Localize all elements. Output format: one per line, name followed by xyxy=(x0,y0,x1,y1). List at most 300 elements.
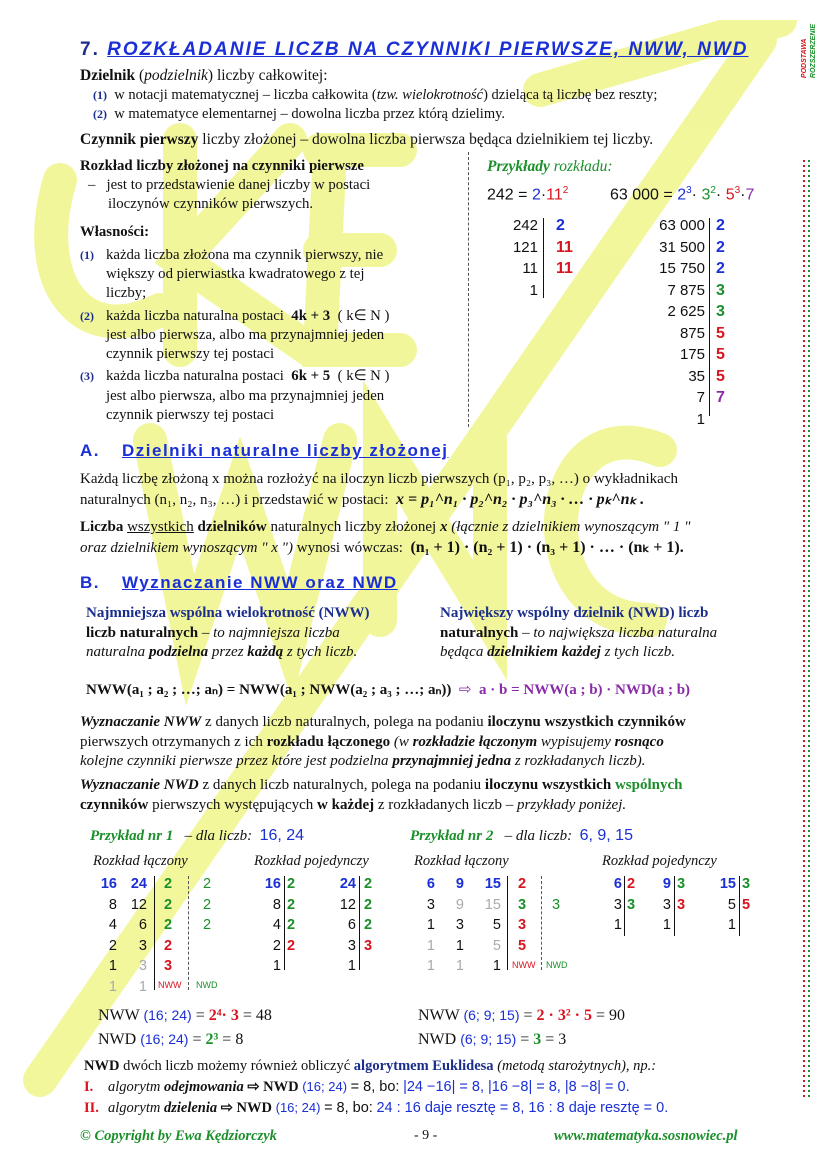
ex2-s1l-2: 1 xyxy=(613,917,622,933)
ex2-nwd-label: NWD xyxy=(418,1031,457,1048)
ex1-nww-factors: 2⁴· 3 xyxy=(208,1007,239,1024)
ex1-s1l-0: 16 xyxy=(264,876,281,892)
prime-factor-rest: liczby złożonej – dowolna liczba pierwsza będąca dzielnikiem tej liczby. xyxy=(202,131,654,148)
section-b-title: Wyznaczanie NWW oraz NWD xyxy=(122,573,398,592)
nwd-proc-2d: z rozkładanych liczb – xyxy=(377,796,514,813)
sidebar-dots xyxy=(798,20,816,1110)
nww-proc-2e: wypisujemy xyxy=(540,733,611,750)
nww-proc-3c: z rozkładanych liczb). xyxy=(514,753,646,769)
ex2-b-2: 3 xyxy=(455,917,464,933)
t1-left-3: 1 xyxy=(529,281,538,299)
ex2-single1-right xyxy=(627,874,643,915)
t2-left-5: 875 xyxy=(679,324,705,342)
divisor-item1-b: tzw. wielokrotność xyxy=(376,87,484,104)
ex1-s1l-2: 4 xyxy=(272,917,281,933)
section-a-l3f: (łącznie z dzielnikiem wynoszącym " 1 " xyxy=(451,519,691,536)
prop1-num: (1) xyxy=(80,247,94,262)
t2-left-4: 2 625 xyxy=(667,303,705,320)
side-label xyxy=(800,24,820,134)
ex1-nww-eq: = xyxy=(195,1007,205,1024)
ex1-nww-result xyxy=(98,1006,272,1027)
t2-left-3: 7 875 xyxy=(667,281,705,299)
t1-left-0: 242 xyxy=(512,217,538,234)
ex1-nwd-value: = 8 xyxy=(222,1031,244,1048)
t2-left-2: 15 750 xyxy=(659,260,705,277)
ex1-nww-args: (16; 24) xyxy=(143,1007,192,1023)
ex1-a-2: 4 xyxy=(108,917,117,933)
ex1-single-label: Rozkład pojedynczy xyxy=(254,853,369,869)
ex2-nwd-eq: = xyxy=(520,1031,530,1048)
props-head: Własności: xyxy=(80,223,150,240)
nww-proc-2f: rosnąco xyxy=(614,733,664,750)
ex2-joint-label: Rozkład łączony xyxy=(414,853,509,869)
eq2-e2: 2 xyxy=(710,185,716,196)
decomp-head: Rozkład liczby złożonej na czynniki pierwsze xyxy=(80,158,364,174)
t1-right-col xyxy=(556,215,586,280)
euclid-l1b: dwóch liczb możemy również obliczyć xyxy=(123,1058,351,1074)
nww-proc-1b: z danych liczb naturalnych, polega na podaniu xyxy=(205,714,484,730)
nww-proc-3b: przynajmniej jedna xyxy=(392,753,512,769)
ex2-s1r-1: 3 xyxy=(627,896,636,913)
euclid-i-b: odejmowania xyxy=(163,1078,244,1095)
examples-head-a: Przykłady xyxy=(487,158,550,175)
section-a-title: Dzielniki naturalne liczby złożonej xyxy=(122,441,449,460)
ex2-s1l-1: 3 xyxy=(613,896,622,913)
prop1-c: liczby; xyxy=(106,285,147,302)
ex2-col-c xyxy=(476,874,501,977)
t2-right-6: 5 xyxy=(716,346,725,363)
section-a-l3d: naturalnych liczby złożonej xyxy=(270,519,437,536)
ex1-a-0: 16 xyxy=(100,876,117,892)
nww-def-3e: z tych liczb. xyxy=(286,644,358,660)
ex1-s1r-2: 2 xyxy=(287,917,296,933)
t2-right-4: 3 xyxy=(716,303,725,320)
prop2-c: czynnik pierwszy tej postaci xyxy=(106,346,275,363)
nwd-proc-1b: z danych liczb naturalnych, polega na podaniu xyxy=(202,777,482,793)
nwd-def-3a: będąca xyxy=(440,644,484,660)
ex2-f-1: 3 xyxy=(518,896,527,913)
ex1-nwd-factors: 2³ xyxy=(205,1031,219,1048)
examples-head-b: rozkładu: xyxy=(553,158,613,175)
eq1-dot: · xyxy=(540,186,547,204)
nww-procedure xyxy=(80,713,772,772)
t2-right-8: 7 xyxy=(716,389,725,406)
ex2-s3l-1: 5 xyxy=(727,896,736,913)
ex1-f-0: 2 xyxy=(164,876,173,892)
ex1-s1r-3: 2 xyxy=(287,937,296,954)
ex2-single2-right xyxy=(677,874,693,915)
ex1-s2l-4: 1 xyxy=(347,958,356,974)
eq1-f2: 11 xyxy=(546,186,563,204)
divisor-def: Dzielnik (podzielnik) liczby całkowitej: (1) w notacji matematycznej – liczba całkowita (tzw. wielokrotność) dzieląca tą liczbę bez reszty; (2) w matematyce elementarnej – dowolna liczba przez którą dzielimy. xyxy=(80,67,658,122)
euclid-l1d: (metodą starożytnych), np.: xyxy=(497,1058,657,1074)
ex2-a-0: 6 xyxy=(426,876,435,892)
ex1-col-b xyxy=(122,874,147,997)
ex2-single1-bar xyxy=(624,876,625,936)
t2-left-0: 63 000 xyxy=(659,217,705,234)
divisor-rest: liczby całkowitej: xyxy=(216,67,328,84)
ex2-nwd-result xyxy=(418,1030,566,1051)
ex2-a-3: 1 xyxy=(426,937,435,954)
ex1-b-5: 1 xyxy=(138,978,147,995)
nwd-proc-2a: czynników xyxy=(80,796,149,813)
nwd-proc-1d: wspólnych xyxy=(614,777,683,793)
ex1-b-2: 6 xyxy=(138,917,147,933)
ex2-nww-tag: NWW xyxy=(512,960,536,970)
euclid-i-e: |24 −16| = 8, |16 −8| = 8, |8 −8| = 0. xyxy=(403,1078,630,1095)
ex1-b-4: 3 xyxy=(138,958,147,974)
section-a-l3b: wszystkich xyxy=(127,519,194,536)
ex2-nums: 6, 9, 15 xyxy=(579,827,633,844)
example-eq2: 63 $000 = 2^3\cdot 3^2\cdot 5^3\cdot 7$ xyxy=(610,185,755,204)
ex2-g-0: 3 xyxy=(552,897,561,913)
ex2-col-common xyxy=(552,895,572,916)
nww-proc-2b: rozkładu łączonego xyxy=(266,733,391,750)
eq2-e1: 3 xyxy=(686,185,692,196)
eq2-lhs: 63 000 = xyxy=(610,186,673,204)
page-title xyxy=(80,38,748,63)
ex2-nwd-factors: 3 xyxy=(533,1031,542,1048)
ex2-single2-left xyxy=(655,874,671,936)
ab-formula: a · b = NWW(a ; b) · NWD(a ; b) xyxy=(479,682,691,698)
column-divider xyxy=(468,152,469,427)
ex2-s3l-2: 1 xyxy=(727,917,736,933)
ex2-sep xyxy=(541,876,542,970)
prop3-num: (3) xyxy=(80,369,94,384)
ex1-head xyxy=(90,826,304,847)
ex1-s1l-4: 1 xyxy=(272,958,281,974)
ex1-s1l-3: 2 xyxy=(272,937,281,954)
side-label-line1: PODSTAWA xyxy=(801,38,808,79)
t1-right-0: 2 xyxy=(556,217,565,234)
eq1-f1: 2 xyxy=(531,186,541,204)
ex1-g-2: 2 xyxy=(203,917,212,933)
nwd-def-2b: – to największa liczba naturalna xyxy=(522,624,718,641)
ex1-s2l-3: 3 xyxy=(347,937,356,954)
section-a-l4b: wynosi wówczas: xyxy=(296,539,403,556)
nwd-def-2a: naturalnych xyxy=(440,624,519,641)
ex2-single3-right xyxy=(742,874,758,915)
eq2-f2: 3 xyxy=(701,186,711,204)
ex2-single3-left xyxy=(712,874,736,936)
ex2-nww-value: = 90 xyxy=(596,1007,626,1024)
divisor-item1-a: w notacji matematycznej – liczba całkowita ( xyxy=(114,87,377,104)
ex1-nwd-args: (16; 24) xyxy=(140,1031,189,1047)
arrow-icon: ⇨ xyxy=(458,682,472,698)
section-a-l3a: Liczba xyxy=(80,519,124,536)
ex1-single2-bar xyxy=(359,876,360,970)
ex1-nwd-label: NWD xyxy=(98,1031,137,1048)
nwd-proc-1a: Wyznaczanie NWD xyxy=(80,777,199,793)
t2-right-col xyxy=(716,215,746,409)
euclid-ii-e: 24 : 16 daje resztę = 8, 16 : 8 daje resztę = 0. xyxy=(376,1099,669,1116)
ex2-nwd-tag: NWD xyxy=(546,960,568,970)
nwd-proc-2c: w każdej xyxy=(317,796,375,813)
ex2-f-3: 5 xyxy=(518,937,527,954)
t2-bar xyxy=(709,218,710,416)
decomp-dash-a: jest to przedstawienie danej liczby w postaci xyxy=(106,177,371,194)
ex2-a-2: 1 xyxy=(426,917,435,933)
ex1-s1r-0: 2 xyxy=(287,876,296,892)
eq2-f1: 2 xyxy=(677,186,687,204)
t1-right-1: 11 xyxy=(556,238,573,256)
ex1-a-3: 2 xyxy=(108,937,117,954)
ex1-f-3: 2 xyxy=(164,937,173,954)
ex2-bar xyxy=(507,876,508,970)
ex1-for: – dla liczb: xyxy=(184,828,253,844)
euclid-ii-b: dzielenia xyxy=(163,1099,218,1116)
ex1-single2-right xyxy=(364,874,384,956)
ex2-b-1: 9 xyxy=(455,896,464,913)
prop3-expr: 6k + 5 xyxy=(291,368,331,385)
t2-right-7: 5 xyxy=(716,367,725,385)
nwd-proc-2e: przykłady poniżej. xyxy=(516,796,627,813)
ex2-head-title: Przykład nr 2 xyxy=(410,828,494,844)
ex1-a-1: 8 xyxy=(108,896,117,913)
divisor-item2: w matematyce elementarnej – dowolna liczba przez którą dzielimy. xyxy=(114,105,506,122)
nwd-def-3c: z tych liczb. xyxy=(604,644,675,660)
ex1-sep xyxy=(188,876,189,990)
ex2-single3-bar xyxy=(739,876,740,936)
euclid-ii-c: ⇨ NWD xyxy=(220,1099,272,1116)
ex1-s2l-1: 12 xyxy=(339,896,356,913)
nwd-def-3b: dzielnikiem każdej xyxy=(487,644,601,660)
nwd-proc-2b: pierwszych występujących xyxy=(152,796,314,813)
t1-left-col xyxy=(498,215,538,301)
nww-def-2a: liczb naturalnych xyxy=(86,624,199,641)
ex2-nwd-args: (6; 9; 15) xyxy=(460,1031,517,1047)
ex2-f-0: 2 xyxy=(518,876,527,892)
ex2-c-3: 5 xyxy=(492,937,501,954)
ex2-c-2: 5 xyxy=(492,917,501,933)
ex1-g-0: 2 xyxy=(203,876,212,892)
ex1-nwd-eq: = xyxy=(192,1031,202,1048)
section-a-l3e: x xyxy=(439,519,448,536)
ex1-single1-left xyxy=(245,874,281,977)
section-a-l4formula: (n₁ + 1) · (n₂ + 1) · (n₃ + 1) · … · (nₖ + 1). xyxy=(410,538,684,556)
ex2-s2l-1: 3 xyxy=(662,896,671,913)
eq2-f4: 7 xyxy=(745,186,755,204)
euclid-ii-num: II. xyxy=(84,1099,99,1116)
ex2-c-0: 15 xyxy=(484,876,501,892)
ex2-nww-eq: = xyxy=(523,1007,533,1024)
nww-proc-3a: kolejne czynniki pierwsze przez które jest podzielna xyxy=(80,753,389,769)
ex1-nww-value: = 48 xyxy=(242,1007,272,1024)
t2-left-1: 31 500 xyxy=(659,238,705,256)
euclid-l1c: algorytmem Euklidesa xyxy=(353,1058,494,1074)
euclid-block xyxy=(84,1057,784,1118)
divisor-term: Dzielnik xyxy=(80,67,136,84)
ex2-s3r-0: 3 xyxy=(742,876,751,892)
euclid-l1a: NWD xyxy=(84,1058,120,1074)
ex1-s2l-0: 24 xyxy=(339,876,356,892)
ex2-head xyxy=(410,826,633,847)
prop1-b: większy od pierwiastka kwadratowego z tej xyxy=(106,266,365,283)
ex2-f-2: 3 xyxy=(518,917,527,933)
footer-page-number: - 9 - xyxy=(414,1128,438,1143)
prop3-b: jest albo pierwsza, albo ma przynajmniej jeden xyxy=(106,387,385,404)
ex2-col-a xyxy=(415,874,435,977)
nww-def-3b: podzielna xyxy=(148,644,209,660)
t1-right-2: 11 xyxy=(556,260,573,277)
euclid-ii-d: = 8, bo: xyxy=(324,1099,373,1116)
t2-left-9: 1 xyxy=(696,410,705,428)
prop3-cond: ( k∈ N ) xyxy=(337,368,390,385)
ex1-nww-label: NWW xyxy=(98,1007,140,1024)
t2-right-5: 5 xyxy=(716,324,725,342)
ex2-single2-bar xyxy=(674,876,675,936)
ex1-b-3: 3 xyxy=(138,937,147,954)
t2-left-8: 7 xyxy=(696,389,705,406)
ex1-b-1: 12 xyxy=(130,896,147,913)
ex1-joint-label: Rozkład łączony xyxy=(93,853,188,869)
ex2-single-label: Rozkład pojedynczy xyxy=(602,853,717,869)
euclid-ii-args: (16; 24) xyxy=(275,1099,321,1115)
ex2-s3r-1: 5 xyxy=(742,896,751,913)
section-a-l4a: oraz dzielnikiem wynoszącym " x ") xyxy=(80,539,293,556)
section-a-l3c: dzielników xyxy=(197,519,267,536)
title-text: ROZKŁADANIE LICZB NA CZYNNIKI PIERWSZE, NWW, NWD xyxy=(107,39,749,60)
eq2-f3: 5 xyxy=(725,186,735,204)
ex1-col-factors xyxy=(164,874,184,977)
ex2-c-1: 15 xyxy=(484,896,501,913)
prime-factor-term: Czynnik pierwszy xyxy=(80,131,199,148)
eq1-lhs: 242 = xyxy=(487,186,528,204)
prop2-cond: ( k∈ N ) xyxy=(337,307,390,324)
ex1-s2r-1: 2 xyxy=(364,896,373,913)
ex1-f-1: 2 xyxy=(164,896,173,913)
ex1-col-a xyxy=(95,874,117,997)
nwd-def-1: Największy wspólny dzielnik (NWD) liczb xyxy=(440,605,709,621)
ex1-nwd-tag: NWD xyxy=(196,980,218,990)
nww-def-2b: – to najmniejsza liczba xyxy=(201,624,340,641)
t1-left-1: 121 xyxy=(512,238,538,256)
nww-formula: NWW(a₁ ; a₂ ; …; aₙ) = NWW(a₁ ; NWW(a₂ ; a₃ ; …; aₙ)) xyxy=(86,682,452,698)
ex1-f-2: 2 xyxy=(164,917,173,933)
nww-proc-2d: rozkładzie łączonym xyxy=(412,733,538,750)
prop2-b: jest albo pierwsza, albo ma przynajmniej jeden xyxy=(106,326,385,343)
title-number: 7. xyxy=(80,39,100,60)
example-eq1 xyxy=(487,184,568,206)
section-a-heading xyxy=(80,440,448,462)
ex1-s2l-2: 6 xyxy=(347,917,356,933)
section-a-letter: A. xyxy=(80,441,100,460)
footer-url[interactable]: www.matematyka.sosnowiec.pl xyxy=(554,1128,738,1144)
nwd-definition xyxy=(440,604,780,663)
ex1-s2r-2: 2 xyxy=(364,917,373,933)
ex2-a-1: 3 xyxy=(426,896,435,913)
section-a-l1: Każdą liczbę złożoną x można rozłożyć na iloczyn liczb pierwszych (p₁, p₂, p₃, …) o wykładnikach xyxy=(80,471,678,487)
ex1-s2r-0: 2 xyxy=(364,876,373,892)
divisor-synonym: podzielnik xyxy=(144,67,208,84)
examples-head xyxy=(487,157,613,177)
ex2-nww-result xyxy=(418,1006,625,1027)
ex2-s2r-1: 3 xyxy=(677,896,686,913)
divisor-item2-num: (2) xyxy=(93,106,107,121)
nww-proc-1c: iloczynu wszystkich czynników xyxy=(487,714,686,730)
nww-definition xyxy=(86,604,426,663)
ex2-b-3: 1 xyxy=(455,937,464,954)
ex1-single1-bar xyxy=(284,876,285,970)
eq1-exp: 2 xyxy=(562,185,569,196)
nww-def-3d: każdą xyxy=(247,644,284,660)
footer-copyright: © Copyright by Ewa Kędziorczyk xyxy=(80,1128,277,1144)
section-a-formula: x = p₁^n₁ · p₂^n₂ · p₃^n₃ · … · pₖ^nₖ . xyxy=(396,490,645,508)
euclid-i-d: = 8, bo: xyxy=(350,1078,400,1095)
decomp-block: Rozkład liczby złożonej na czynniki pierwsze – jest to przedstawienie danej liczby w postaci iloczynów czynników pierwszych. Własności: (1) każda liczba złożona ma czynnik pierwszy, nie większy od pierwiastka kwadratowego z tej liczby; (2) każda liczba naturalna postaci 4k + 3 ( k∈ N ) jest albo pierwsza, albo ma przynajmniej jeden czynnik pierwszy tej postaci (3) każda liczba naturalna postaci 6k + 5 ( k∈ N ) jest albo pierwsza, albo ma przynajmniej jeden czynnik pierwszy tej postaci xyxy=(80,157,440,425)
nwd-procedure xyxy=(80,776,772,815)
ex1-nww-tag: NWW xyxy=(158,980,182,990)
ex2-c-4: 1 xyxy=(492,958,501,974)
t2-right-1: 2 xyxy=(716,238,725,256)
t2-left-col xyxy=(640,215,705,430)
t2-left-7: 35 xyxy=(688,367,705,385)
ex1-f-4: 3 xyxy=(164,958,173,974)
nww-proc-1a: Wyznaczanie NWW xyxy=(80,714,202,730)
ex2-b-0: 9 xyxy=(455,876,464,892)
prop2-num: (2) xyxy=(80,308,94,323)
ex1-s2r-3: 3 xyxy=(364,937,373,954)
ex1-b-0: 24 xyxy=(130,876,147,892)
eq2-e3: 3 xyxy=(734,185,741,196)
nww-def-3a: naturalna xyxy=(86,644,146,660)
ex1-bar xyxy=(154,876,155,990)
euclid-i-a: algorytm xyxy=(108,1078,161,1095)
ex2-s1l-0: 6 xyxy=(613,876,622,892)
nwd-proc-1c: iloczynu wszystkich xyxy=(484,777,612,793)
nww-formula-line xyxy=(86,681,690,701)
t1-bar xyxy=(543,218,544,298)
prop2-a: każda liczba naturalna postaci xyxy=(106,307,284,324)
ex1-s1l-1: 8 xyxy=(272,896,281,913)
ex1-single1-right xyxy=(287,874,307,956)
euclid-ii-a: algorytm xyxy=(108,1099,161,1116)
divisor-item1-num: (1) xyxy=(93,88,107,103)
ex2-for: – dla liczb: xyxy=(504,828,573,844)
prop3-a: każda liczba naturalna postaci xyxy=(106,368,284,385)
decomp-dash-b: iloczynów czynników pierwszych. xyxy=(108,196,314,213)
ex2-nww-factors: 2 · 3² · 5 xyxy=(536,1007,592,1024)
ex2-s1r-0: 2 xyxy=(627,876,636,892)
t1-left-2: 11 xyxy=(522,260,538,277)
euclid-i-args: (16; 24) xyxy=(302,1078,348,1094)
ex2-s2r-0: 3 xyxy=(677,876,686,892)
ex1-a-5: 1 xyxy=(108,978,117,995)
ex2-a-4: 1 xyxy=(426,958,435,974)
nww-proc-2c: (w xyxy=(393,733,409,750)
ex1-col-common xyxy=(203,874,223,936)
t2-right-0: 2 xyxy=(716,217,725,234)
ex2-single1-left xyxy=(606,874,622,936)
prop2-expr: 4k + 3 xyxy=(291,307,331,324)
ex1-s1r-1: 2 xyxy=(287,896,296,913)
t2-right-2: 2 xyxy=(716,260,725,277)
sidebar-stripe xyxy=(798,20,816,1110)
ex2-b-4: 1 xyxy=(455,958,464,974)
t2-right-3: 3 xyxy=(716,281,725,299)
ex2-s2l-2: 1 xyxy=(662,917,671,933)
section-b-letter: B. xyxy=(80,573,100,592)
ex1-nums: 16, 24 xyxy=(259,827,305,844)
ex1-nwd-result xyxy=(98,1030,243,1051)
prop3-c: czynnik pierwszy tej postaci xyxy=(106,406,275,423)
section-b-heading xyxy=(80,572,398,594)
ex2-col-b xyxy=(444,874,464,977)
t2-left-6: 175 xyxy=(679,346,705,363)
section-a-body xyxy=(80,470,772,559)
ex2-s2l-0: 9 xyxy=(662,876,671,892)
nww-proc-2a: pierwszych otrzymanych z ich xyxy=(80,733,263,750)
